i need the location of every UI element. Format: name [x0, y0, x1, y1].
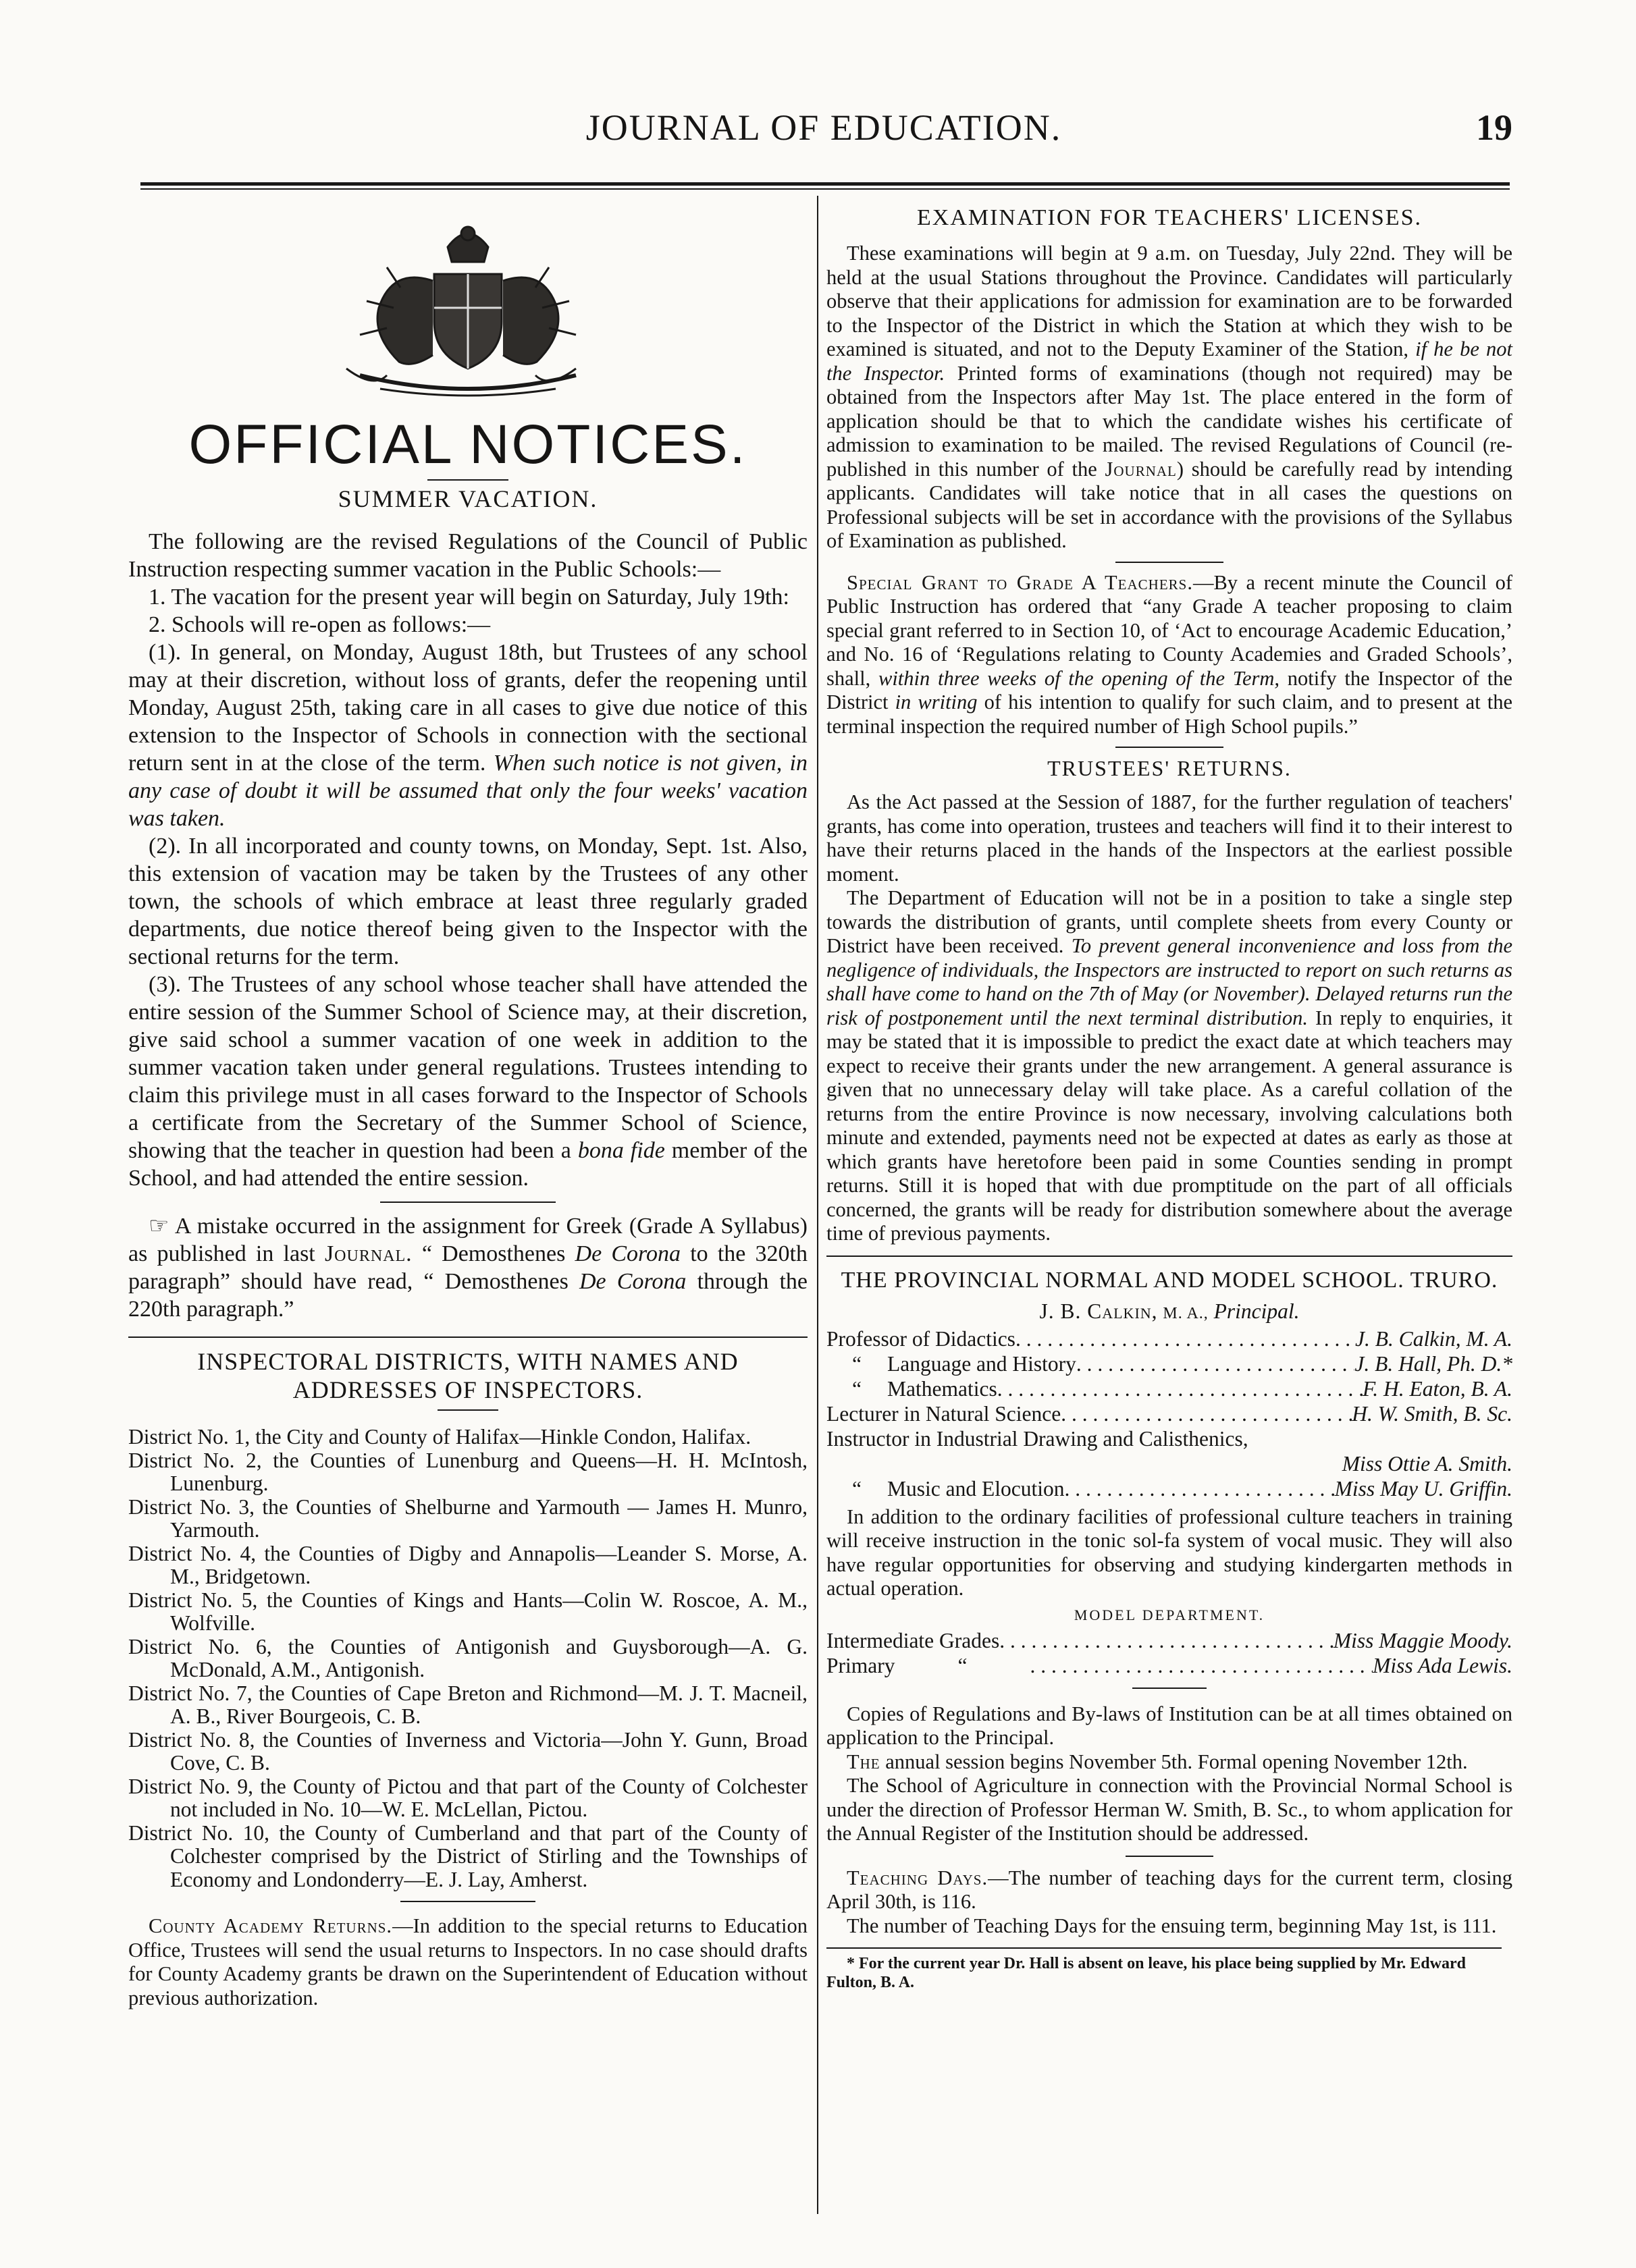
- county-academy-notice: [128, 1914, 808, 2010]
- sub-3-text: (3). The Trustees of any school whose teacher shall have attended the entire session of the Summer School of Science may, at their discretion, give said school a summer vacation of one week in addition to the summer vacation taken under general regulations. Trustees intending to claim this privilege must in all cases forward to the Inspector of Schools a certificate from the Secretary of the Summer School of Science, showing that the teacher in question had been a: [128, 972, 808, 1163]
- summer-vacation-heading: SUMMER VACATION.: [338, 485, 598, 512]
- model-staff-value: Miss Maggie Moody.: [1333, 1628, 1512, 1652]
- model-staff-row: [826, 1628, 1512, 1653]
- normal-school-rule: [826, 1256, 1512, 1257]
- teaching-days-ensuing: The number of Teaching Days for the ensuing term, beginning May 1st, is 111.: [847, 1914, 1497, 1937]
- principal-degree: M. A.,: [1163, 1304, 1209, 1322]
- model-staff-name: Primary: [826, 1653, 895, 1677]
- district-5: District No. 5, the Counties of Kings and Hants—Colin W. Roscoe, A. M., Wolfville.: [128, 1588, 808, 1635]
- vacation-sub-2: (2). In all incorporated and county towns, on Monday, Sept. 1st. Also, this extension of vacation may be taken by the Trustees of any other town, the schools of which embrace at least three regularly graded departments, due notice thereof being given to the Inspector with the sectional returns for the term.: [128, 834, 808, 969]
- special-grant-notice: [826, 571, 1512, 739]
- district-rule: [400, 1901, 535, 1902]
- district-list: [128, 1426, 808, 1891]
- trustees-heading: TRUSTEES' RETURNS.: [1047, 756, 1292, 780]
- staff-label: [826, 1351, 1076, 1376]
- model-staff-label: Intermediate Grades: [826, 1628, 1000, 1652]
- special-grant-text-a: —By a recent minute the Council of Public Instruction has ordered that “any Grade A teacher proposing to claim special grant referred to in Section 10, of ‘Act to encourage Academic Education,’ and No. 16 of ‘Regulations relating to County Academies and Graded Schools’, shall,: [826, 570, 1512, 690]
- page-number: 19: [1476, 107, 1512, 148]
- greek-mistake-notice: [128, 1212, 808, 1323]
- staff-row: [826, 1376, 1512, 1401]
- vacation-intro: The following are the revised Regulations of the Council of Public Instruction respecting summer vacation in the Public Schools:—: [128, 529, 808, 582]
- staff-row: [826, 1401, 1512, 1426]
- staff-sub: Music and Elocution: [887, 1476, 1065, 1501]
- ditto-mark: “: [852, 1376, 862, 1401]
- principal-title: Principal.: [1213, 1299, 1300, 1323]
- trustees-text-b: In reply to enquiries, it may be stated that it is impossible to predict the exact date at which teachers may expect to receive their grants under the new arrangement. A general assurance is given that no unnecessary delay will take place. As a careful collation of the returns from the entire Province is now necessary, involving calculations both minute and extended, payments need not be expected at dates as early as those at which grants have heretofore been paid in some Counties sending in prompt returns. Still it is hoped that with due promptitude on the part of all officials concerned, the grants will be ready for distribution somewhere about the average time of previous payments.: [826, 1006, 1512, 1245]
- staff-label: Professor of Didactics: [826, 1326, 1015, 1351]
- district-8: District No. 8, the Counties of Inverness and Victoria—John Y. Gunn, Broad Cove, C. B.: [128, 1727, 808, 1775]
- section-rule: [380, 1202, 556, 1203]
- annual-session-paragraph: [826, 1750, 1512, 1775]
- trustees-italic: To prevent general inconvenience and loss from the negligence of individuals, the Inspectors are instructed to report on such returns as shall have come to hand on the 7th of May (or November). Delayed returns run the risk of postponement until the next terminal distribution.: [826, 934, 1512, 1029]
- exam-text-b: Printed forms of examinations (though not required) may be obtained from the Inspectors after May 1st. The place entered in the form of application should be that to which the candidate wishes his certificate of admission to examination to be mailed. The revised Regulations of Council (re-published in this number of the: [826, 361, 1513, 481]
- staff-label: [826, 1376, 997, 1401]
- teaching-days-paragraph: [826, 1866, 1512, 1914]
- staff-row: [826, 1326, 1512, 1351]
- vacation-sub-3: [128, 971, 808, 1192]
- model-staff-label: [826, 1653, 1030, 1678]
- official-notices-title: OFFICIAL NOTICES.: [188, 414, 747, 475]
- district-7: District No. 7, the Counties of Cape Breton and Richmond—M. J. T. Macneil, A. B., River Bourgeois, C. B.: [128, 1681, 808, 1728]
- model-rule: [1132, 1688, 1207, 1689]
- mistake-journal: Journal.: [324, 1241, 413, 1266]
- special-grant-italic-2: in writing: [895, 691, 978, 713]
- ditto-mark: “: [852, 1476, 862, 1501]
- staff-value: J. B. Hall, Ph. D.*: [1354, 1351, 1512, 1376]
- sub-3-italic: bona fide: [577, 1138, 665, 1163]
- leader-dots: [1015, 1326, 1355, 1351]
- mistake-italic-1: De Corona: [575, 1241, 681, 1266]
- mistake-text-c: to the 320th paragraph” should have read, “ Demosthenes: [128, 1241, 808, 1294]
- agriculture-paragraph: The School of Agriculture in connection with the Provincial Normal School is under the direction of Professor Herman W. Smith, B. Sc., to whom application for the Annual Register of the Institution should be addressed.: [826, 1774, 1512, 1845]
- county-academy-text: —In addition to the special returns to Education Office, Trustees will send the usual returns to Inspectors. In no case should drafts for County Academy grants be drawn on the Superintendent of Education without previous authorization.: [128, 1914, 808, 2009]
- exam-text-a: These examinations will begin at 9 a.m. on Tuesday, July 22nd. They will be held at the usual Stations throughout the Province. Candidates will particularly observe that their applications for admission for examination are to be forwarded to the Inspector of the District in which the Station at which they wish to be examined is situated, and not to the Deputy Examiner of the Station,: [826, 242, 1512, 360]
- exam-text-c: ) should be carefully read by intending applicants. Candidates will take notice that in all cases the questions on Professional subjects will be set in accordance with the provisions of the Syllabus of Examination as published.: [826, 457, 1513, 552]
- leader-dots: [1064, 1476, 1334, 1501]
- teaching-days-lead: Teaching Days.: [847, 1866, 988, 1889]
- leader-dots: [1061, 1401, 1352, 1426]
- staff-value: H. W. Smith, B. Sc.: [1352, 1401, 1512, 1426]
- district-3: District No. 3, the Counties of Shelburne and Yarmouth — James H. Munro, Yarmouth.: [128, 1494, 808, 1542]
- trustees-text-a: The Department of Education will not be in a position to take a single step towards the distribution of grants, until complete sheets from every County or District have been received.: [826, 886, 1512, 957]
- exam-journal: Journal: [1105, 457, 1177, 481]
- staff-sub: Mathematics: [887, 1376, 997, 1401]
- principal-name: J. B. Calkin,: [1039, 1299, 1158, 1323]
- title-rule: [427, 479, 508, 481]
- sub-3-end: member of the School, and had attended the entire session.: [128, 1138, 808, 1191]
- inspectoral-heading: INSPECTORAL DISTRICTS, WITH NAMES AND ADDRESSES OF INSPECTORS.: [197, 1348, 739, 1403]
- district-6: District No. 6, the Counties of Antigonish and Guysborough—A. G. McDonald, A.M., Antigonish.: [128, 1634, 808, 1681]
- staff-value: Miss May U. Griffin.: [1334, 1476, 1512, 1501]
- sub-1-italic: When such notice is not given, in any case of doubt it will be assumed that only the four weeks' vacation was taken.: [128, 751, 808, 831]
- principal-line: [826, 1299, 1512, 1326]
- journal-title: JOURNAL OF EDUCATION.: [585, 107, 1062, 148]
- right-column: [826, 196, 1512, 1992]
- annual-text: annual session begins November 5th. Formal opening November 12th.: [885, 1750, 1468, 1773]
- trustees-paragraph-2: [826, 886, 1512, 1246]
- trustees-paragraph-1: As the Act passed at the Session of 1887, for the further regulation of teachers' grants, has come into operation, trustees and teachers will find it to their interest to have their returns placed in the hands of the Inspectors at the earliest possible moment.: [826, 790, 1512, 886]
- mistake-italic-2: De Corona: [579, 1269, 687, 1294]
- instructor-value: Miss Ottie A. Smith.: [1342, 1451, 1512, 1476]
- exam-paragraph: [826, 242, 1512, 554]
- mistake-text-b: “ Demosthenes: [421, 1241, 566, 1266]
- staff-value: J. B. Calkin, M. A.: [1354, 1326, 1512, 1351]
- special-grant-italic-1: within three weeks of the opening of the Term,: [878, 666, 1280, 690]
- ditto-mark: “: [957, 1653, 968, 1677]
- instructor-label: Instructor in Industrial Drawing and Calisthenics,: [826, 1426, 1248, 1451]
- staff-value: F. H. Eaton, B. A.: [1363, 1376, 1512, 1401]
- staff-row: [826, 1351, 1512, 1376]
- pointing-hand-icon: ☞: [149, 1214, 169, 1239]
- staff-sub: Language and History: [887, 1351, 1076, 1376]
- left-column: [128, 196, 808, 2010]
- inspectoral-rule: [438, 1409, 498, 1411]
- leader-dots: [997, 1376, 1363, 1401]
- footnote-rule: [826, 1947, 1502, 1949]
- special-grant-text-c: of his intention to qualify for such claim, and to present at the terminal inspection the required number of High School pupils.”: [826, 691, 1513, 738]
- normal-school-heading: THE PROVINCIAL NORMAL AND MODEL SCHOOL. TRURO.: [841, 1267, 1498, 1293]
- staff-label: Lecturer in Natural Science: [826, 1401, 1061, 1426]
- ditto-mark: “: [852, 1351, 862, 1376]
- leader-dots: [1030, 1653, 1373, 1678]
- model-staff-value: Miss Ada Lewis.: [1373, 1653, 1512, 1677]
- exam-rule: [1115, 562, 1223, 563]
- district-2: District No. 2, the Counties of Lunenburg and Queens—H. H. McIntosh, Lunenburg.: [128, 1448, 808, 1495]
- model-staff-row: [826, 1653, 1512, 1678]
- mistake-text-d: through the 220th paragraph.”: [128, 1269, 808, 1322]
- district-9: District No. 9, the County of Pictou and that part of the County of Colchester not included in No. 10—W. E. McLellan, Pictou.: [128, 1774, 808, 1821]
- footnote: * For the current year Dr. Hall is absent on leave, his place being supplied by Mr. Edward Fulton, B. A.: [826, 1955, 1466, 1991]
- grant-rule: [1115, 747, 1223, 748]
- staff-row: [826, 1476, 1512, 1501]
- royal-coat-of-arms-icon: [319, 207, 616, 409]
- special-grant-lead: Special Grant to Grade A Teachers.: [847, 570, 1193, 594]
- mistake-text-a: A mistake occurred in the assignment for Greek (Grade A Syllabus) as published in last: [128, 1214, 808, 1266]
- vacation-sub-1: [128, 639, 808, 832]
- leader-dots: [999, 1628, 1334, 1653]
- leader-dots: [1076, 1351, 1354, 1376]
- special-grant-text-b: notify the Inspector of the District: [826, 666, 1513, 713]
- tonic-sol-fa-paragraph: In addition to the ordinary facilities of professional culture teachers in training will receive instruction in the tonic sol-fa system of vocal music. They will also have regular opportunities for observing and studying kindergarten methods in actual operation.: [826, 1505, 1512, 1600]
- copies-paragraph: Copies of Regulations and By-laws of Institution can be at all times obtained on application to the Principal.: [826, 1702, 1512, 1749]
- model-department-heading: MODEL DEPARTMENT.: [1074, 1606, 1265, 1623]
- district-1: District No. 1, the City and County of Halifax—Hinkle Condon, Halifax.: [128, 1425, 751, 1449]
- agriculture-rule: [1126, 1856, 1213, 1857]
- sub-1-text: (1). In general, on Monday, August 18th, but Trustees of any school may at their discretion, without loss of grants, defer the reopening until Monday, August 25th, taking care in all cases to give due notice of this extension to the Inspector of Schools in connection with the sectional return sent in at the close of the term.: [128, 640, 808, 776]
- teaching-days-text: —The number of teaching days for the current term, closing April 30th, is 116.: [826, 1866, 1512, 1913]
- annual-lead: The: [847, 1750, 880, 1773]
- exam-italic: if he be not the Inspector.: [826, 338, 1512, 385]
- vacation-item-2: 2. Schools will re-open as follows:—: [149, 612, 491, 637]
- section-rule-full: [128, 1336, 808, 1338]
- staff-label: [826, 1476, 1064, 1501]
- vacation-item-1: 1. The vacation for the present year will begin on Saturday, July 19th:: [149, 585, 789, 610]
- column-divider: [817, 196, 818, 2214]
- district-4: District No. 4, the Counties of Digby and Annapolis—Leander S. Morse, A. M., Bridgetown.: [128, 1541, 808, 1588]
- staff-list: [826, 1326, 1512, 1501]
- exam-heading: EXAMINATION FOR TEACHERS' LICENSES.: [917, 205, 1422, 230]
- running-head: [135, 107, 1512, 161]
- county-academy-lead: County Academy Returns.: [149, 1914, 393, 1937]
- header-rule: [140, 182, 1510, 190]
- district-10: District No. 10, the County of Cumberland and that part of the County of Colchester comprised by the District of Stirling and the Townships of Economy and Londonderry—E. J. Lay, Amherst.: [128, 1820, 808, 1891]
